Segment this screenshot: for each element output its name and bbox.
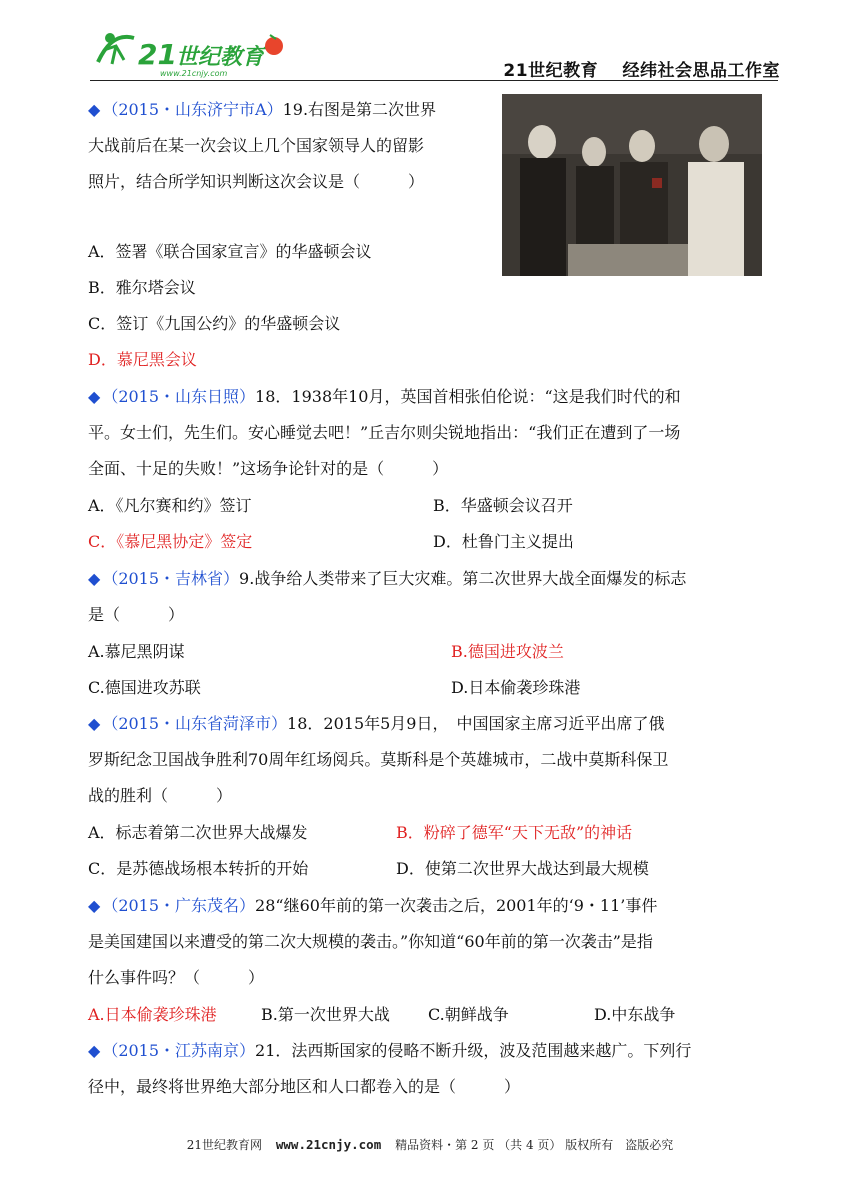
q5-option-d: D.中东战争 (594, 1005, 676, 1024)
q2-text-1: 18．1938年10月，英国首相张伯伦说：“这是我们时代的和 (255, 387, 681, 406)
q2-option-a: A．《凡尔赛和约》签订 (88, 496, 252, 515)
header-rule (90, 80, 778, 81)
photo-illustration (502, 94, 762, 276)
diamond-icon: ◆ (88, 100, 101, 119)
header-org: 21世纪教育 (503, 61, 599, 81)
q3-source: （2015・吉林省） (102, 569, 240, 588)
q4-option-b-answer: B．粉碎了德军“天下无敌”的神话 (396, 823, 633, 842)
q1-option-a: A．签署《联合国家宣言》的华盛顿会议 (88, 242, 372, 261)
q2-source: （2015・山东日照） (102, 387, 256, 406)
q3-option-c: C.德国进攻苏联 (88, 678, 201, 697)
q6-stem-line1 (88, 1033, 691, 1069)
q4-source: （2015・山东省菏泽市） (102, 714, 288, 733)
q3-option-b-answer: B.德国进攻波兰 (451, 642, 564, 661)
q5-text-1: 28“继60年前的第一次袭击之后，2001年的‘9・11’事件 (255, 896, 658, 915)
diamond-icon: ◆ (88, 387, 101, 406)
q5-stem-line3: 什么事件吗？（ ） (88, 968, 265, 987)
q3-text-1: 9.战争给人类带来了巨大灾难。第二次世界大战全面爆发的标志 (239, 569, 687, 588)
q2-stem-line3: 全面、十足的失败！”这场争论针对的是（ ） (88, 459, 449, 478)
q1-stem-line2: 大战前后在某一次会议上几个国家领导人的留影 (88, 136, 425, 155)
q4-option-d: D．使第二次世界大战达到最大规模 (396, 859, 649, 878)
svg-text:世纪教育: 世纪教育 (176, 45, 265, 70)
header-title (485, 56, 780, 81)
q5-option-b: B.第一次世界大战 (261, 1005, 390, 1024)
q2-stem-line1 (88, 379, 681, 415)
q1-stem-line3: 照片，结合所学知识判断这次会议是（ ） (88, 172, 425, 191)
q2-option-c-answer: C．《慕尼黑协定》签定 (88, 532, 253, 551)
svg-text:www.21cnjy.com: www.21cnjy.com (160, 69, 228, 78)
q4-text-1: 18．2015年5月9日， 中国国家主席习近平出席了俄 (287, 714, 665, 733)
q3-option-d: D.日本偷袭珍珠港 (451, 678, 581, 697)
q5-option-a-answer: A.日本偷袭珍珠港 (88, 1005, 217, 1024)
q5-source: （2015・广东茂名） (102, 896, 256, 915)
logo-21cnjy (90, 20, 290, 80)
q6-stem-line2: 径中，最终将世界绝大部分地区和人口都卷入的是（ ） (88, 1077, 521, 1096)
q3-stem-line2: 是（ ） (88, 605, 185, 624)
q1-option-c: C．签订《九国公约》的华盛顿会议 (88, 314, 341, 333)
q1-stem-line1 (88, 92, 436, 128)
q4-stem-line3: 战的胜利（ ） (88, 786, 233, 805)
q4-option-a: A．标志着第二次世界大战爆发 (88, 823, 308, 842)
q2-stem-line2: 平。女士们，先生们。安心睡觉去吧！”丘吉尔则尖锐地指出：“我们正在遭到了一场 (88, 423, 681, 442)
q5-stem-line2: 是美国建国以来遭受的第二次大规模的袭击。”你知道“60年前的第一次袭击”是指 (88, 932, 653, 951)
diamond-icon: ◆ (88, 1041, 101, 1060)
q5-stem-line1 (88, 888, 657, 924)
diamond-icon: ◆ (88, 569, 101, 588)
q6-text-1: 21．法西斯国家的侵略不断升级，波及范围越来越广。下列行 (255, 1041, 692, 1060)
diamond-icon: ◆ (88, 714, 101, 733)
footer-left: 21世纪教育网 (186, 1138, 263, 1152)
page-header (90, 20, 780, 82)
diamond-icon: ◆ (88, 896, 101, 915)
page-footer (0, 1136, 860, 1153)
q2-option-d: D．杜鲁门主义提出 (433, 532, 574, 551)
footer-right: 精品资料・第 2 页 （共 4 页） 版权所有 盗版必究 (395, 1138, 674, 1152)
header-studio: 经纬社会思品工作室 (622, 61, 780, 81)
q4-option-c: C．是苏德战场根本转折的开始 (88, 859, 309, 878)
footer-site-link[interactable]: www.21cnjy.com (275, 1137, 382, 1152)
q3-stem-line1 (88, 561, 686, 597)
q2-option-b: B．华盛顿会议召开 (433, 496, 573, 515)
q5-option-c: C.朝鲜战争 (428, 1005, 509, 1024)
q4-stem-line2: 罗斯纪念卫国战争胜利70周年红场阅兵。莫斯科是个英雄城市，二战中莫斯科保卫 (88, 750, 669, 769)
q1-option-d-answer: D．慕尼黑会议 (88, 350, 197, 369)
svg-text:21: 21 (138, 38, 177, 71)
q1-text-1: 19.右图是第二次世界 (282, 100, 437, 119)
q1-source: （2015・山东济宁市A） (102, 100, 283, 119)
q6-source: （2015・江苏南京） (102, 1041, 256, 1060)
q3-option-a: A.慕尼黑阴谋 (88, 642, 185, 661)
q4-stem-line1 (88, 706, 665, 742)
q1-option-b: B．雅尔塔会议 (88, 278, 196, 297)
historical-photo (502, 94, 762, 276)
